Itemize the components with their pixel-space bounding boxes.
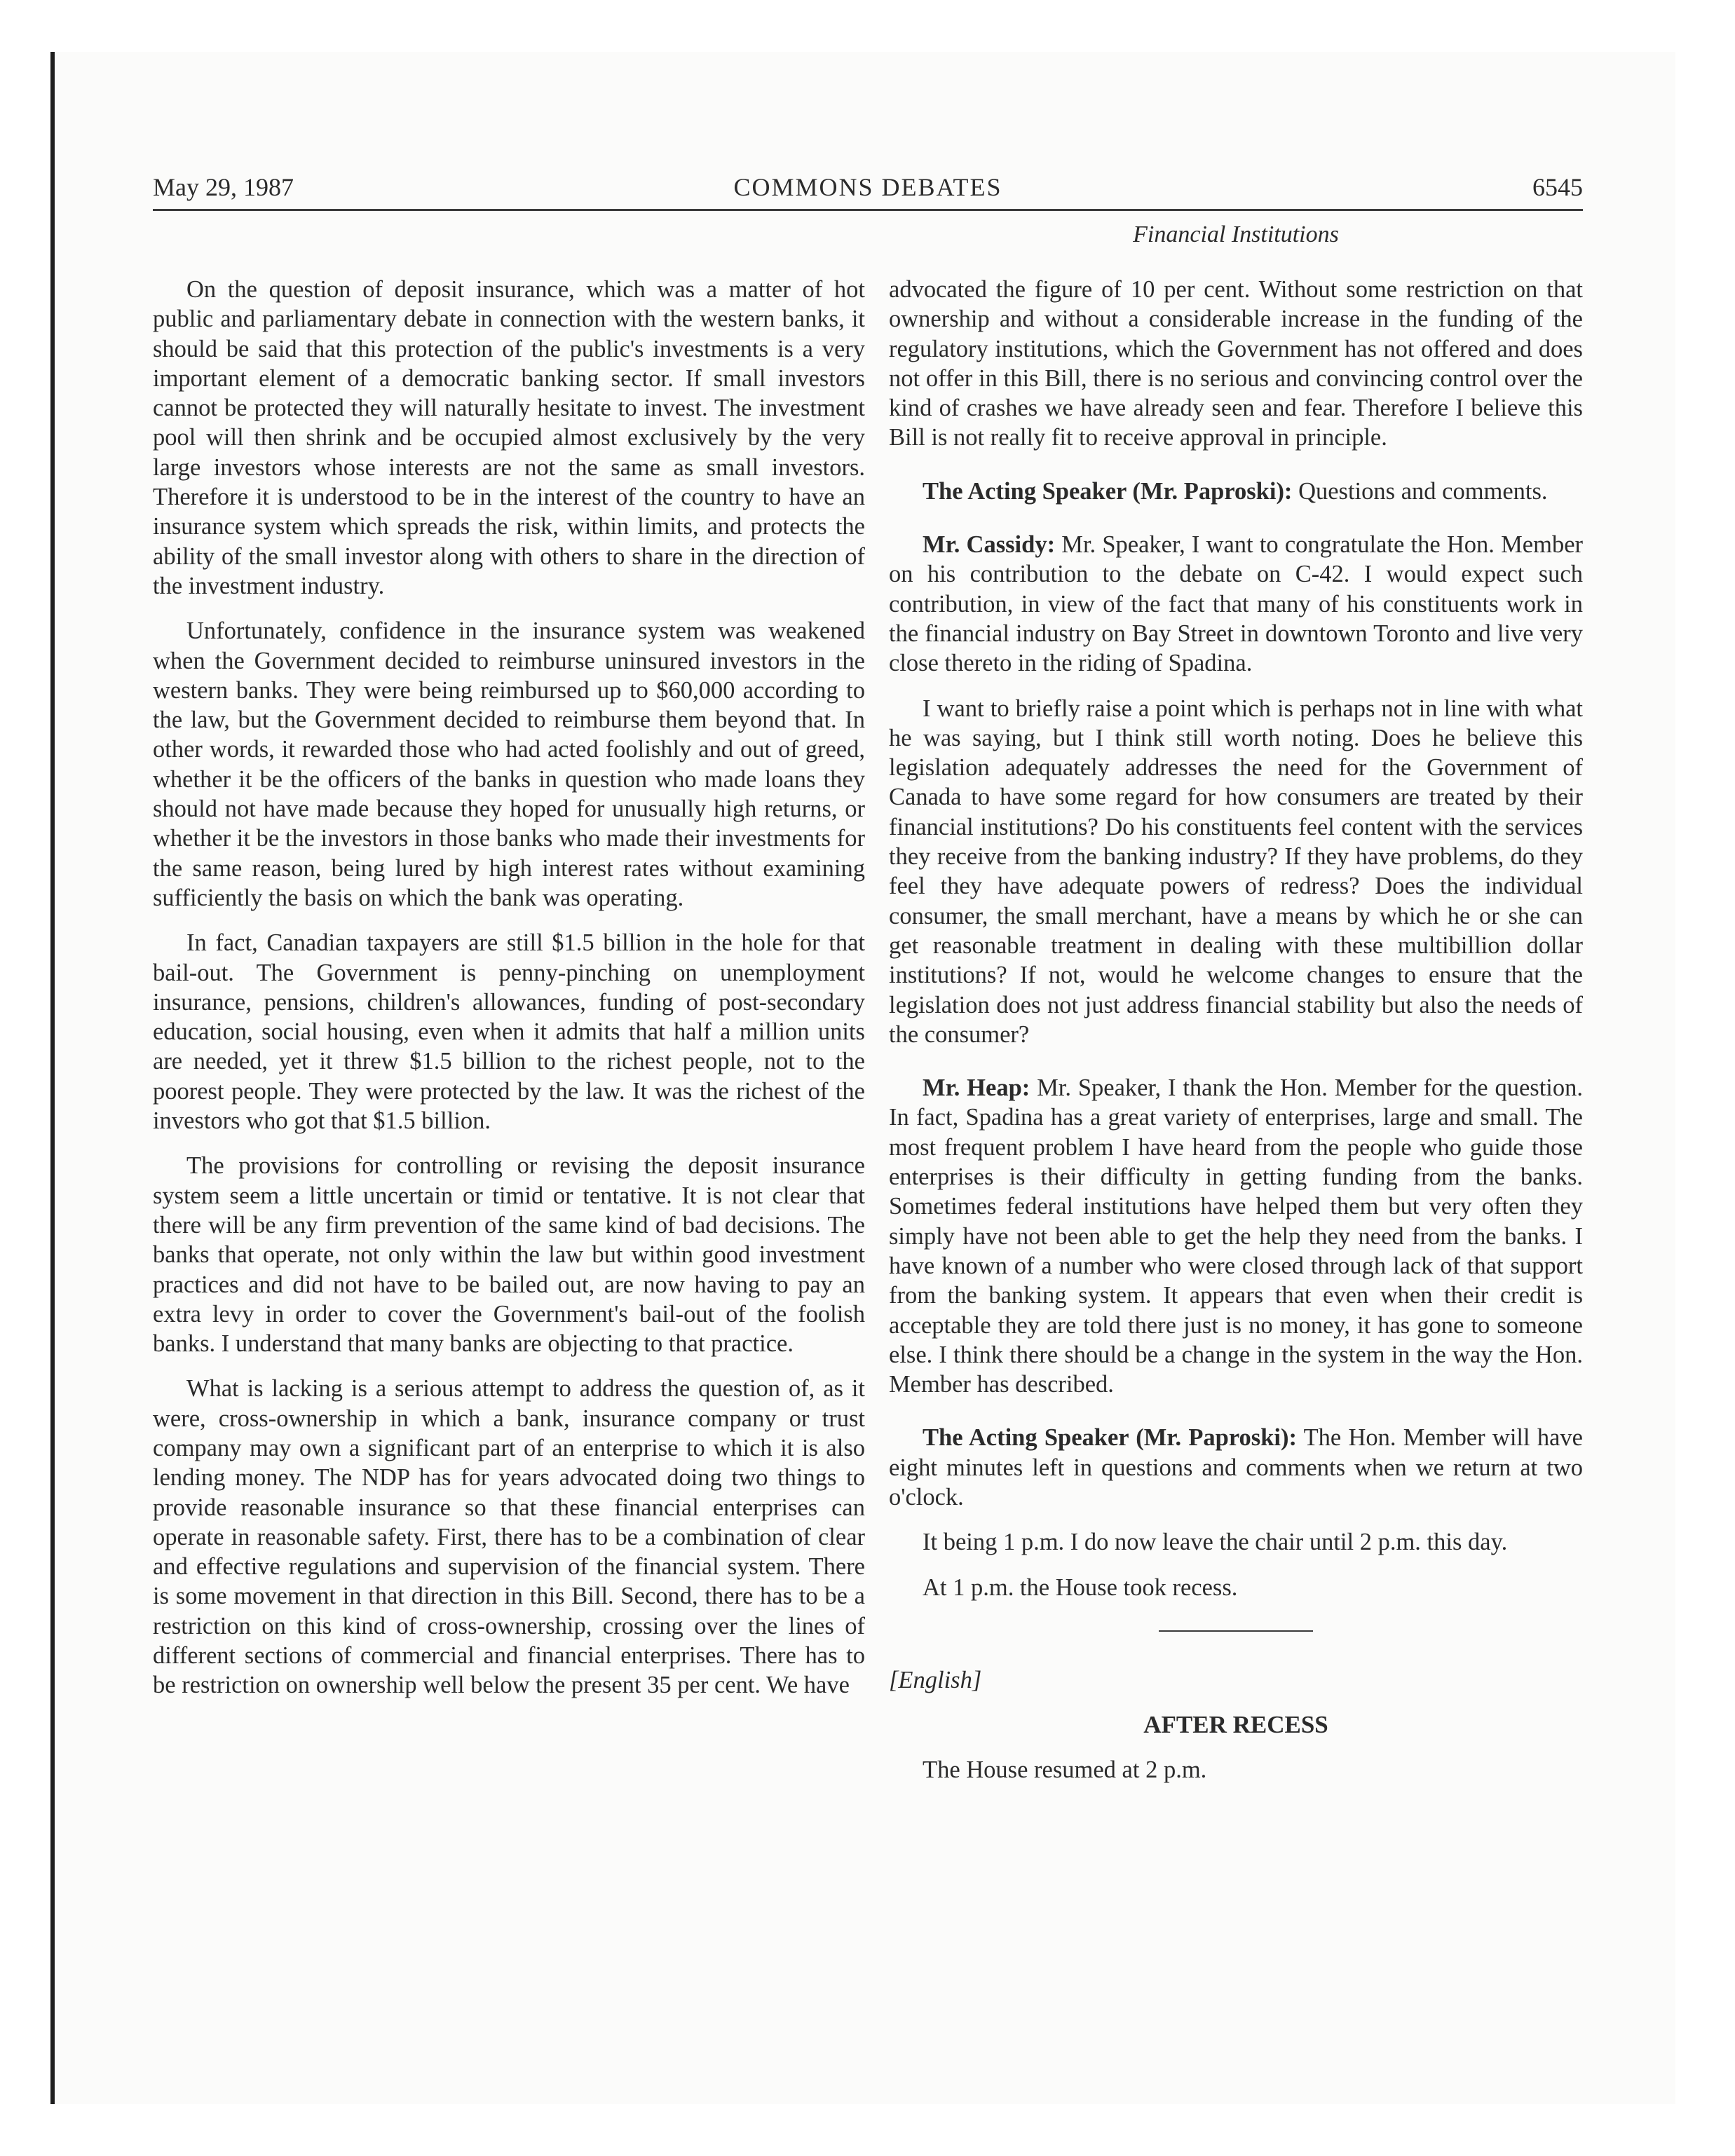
speech-cassidy-paragraph-2: I want to briefly raise a point which is perhaps not in line with what he was saying, but I think still worth noting. Does he believe this legislation adequately addresses the need for the Government of Canada to have some regard for how consumers are treated by their financial institutions? Do his constituents feel content with the services they receive from the banking industry? If they have problems, do they feel they have adequate powers of redress? Does the individual consumer, the small merchant, have a means by which he or she can get reasonable treatment in dealing with these multibillion dollar institutions? If not, would he welcome changes to ensure that the legislation does not just address financial stability but also the needs of the consumer? [889, 695, 1583, 1048]
speech-text: Mr. Speaker, I want to congratulate the Hon. Member on his contribution to the debate on C-42. I would expect such contribution, in view of the fact that many of his constituents work in the financial industry on Bay Street in downtown Toronto and live very close thereto in the riding of Spadina. [889, 531, 1583, 677]
speech-text: Mr. Speaker, I thank the Hon. Member for the question. In fact, Spadina has a great variety of enterprises, large and small. The most frequent problem I have heard from the people who guide those enterprises is their difficulty in getting funding from the banks. Sometimes federal institutions have helped them but very often they simply have not been able to get the help they need from the banks. I have known of a number who were closed through lack of that support from the banking system. It appears that even when their credit is acceptable they are told there just is no money, it has gone to someone else. I think there should be a change in the system in the way the Hon. Member has described. [889, 1074, 1583, 1398]
recess-note: At 1 p.m. the House took recess. [923, 1574, 1238, 1601]
after-recess-heading: AFTER RECESS [1143, 1711, 1328, 1739]
chair-note: It being 1 p.m. I do now leave the chair until 2 p.m. this day. [923, 1529, 1508, 1556]
speaker-name: The Acting Speaker (Mr. Paproski): [923, 477, 1293, 505]
left-paragraph-4: The provisions for controlling or revising the deposit insurance system seem a little uncertain or timid or tentative. It is not clear that there will be any firm prevention of the same kind of bad decisions. The banks that operate, not only within the law but within good investment practices and did not have to be bailed out, are now having to pay an extra levy in order to cover the Government's bail-out of the foolish banks. I understand that many banks are objecting to that practice. [153, 1152, 865, 1358]
resumed-note: The House resumed at 2 p.m. [923, 1756, 1207, 1784]
left-column [153, 275, 865, 1716]
speaker-name: Mr. Cassidy: [923, 531, 1056, 559]
page-header [153, 170, 1583, 211]
section-heading: Financial Institutions [1133, 221, 1339, 247]
left-paragraph-1: On the question of deposit insurance, which was a matter of hot public and parliamentary debate in connection with the western banks, it should be said that this protection of the public's investments is a very important element of a democratic banking sector. If small investors cannot be protected they will naturally hesitate to invest. The investment pool will then shrink and be occupied almost exclusively by the very large investors whose interests are not the same as small investors. Therefore it is understood to be in the interest of the country to have an insurance system which spreads the risk, within limits, and protects the ability of the small investor along with others to share in the direction of the investment industry. [153, 276, 865, 599]
speech-cassidy [889, 530, 1583, 678]
speaker-name: The Acting Speaker (Mr. Paproski): [923, 1424, 1297, 1452]
header-title: COMMONS DEBATES [733, 173, 1002, 201]
speech-text: The Hon. Member will have eight minutes left in questions and comments when we return at two o'clock. [889, 1424, 1583, 1510]
speech-acting-speaker-2 [889, 1423, 1583, 1512]
section-divider [1159, 1630, 1313, 1632]
left-paragraph-2: Unfortunately, confidence in the insurance system was weakened when the Government decided to reimburse uninsured investors in the western banks. They were being reimbursed up to $60,000 according to the law, but the Government decided to reimburse them beyond that. In other words, it rewarded those who had acted foolishly and out of greed, whether it be the officers of the banks in question who made loans they should not have made because they hoped for unusually high returns, or whether it be the investors in those banks who made their investments for the same reason, being lured by high interest rates without examining sufficiently the basis on which the bank was operating. [153, 618, 865, 911]
speech-acting-speaker-1 [889, 477, 1583, 506]
right-continuation-paragraph: advocated the figure of 10 per cent. Without some restriction on that ownership and without a considerable increase in the funding of the regulatory institutions, which the Government has not offered and does not offer in this Bill, there is no serious and convincing control over the kind of crashes we have already seen and fear. Therefore I believe this Bill is not really fit to receive approval in principle. [889, 276, 1583, 451]
header-page-number: 6545 [1532, 173, 1583, 201]
header-date: May 29, 1987 [153, 173, 294, 201]
speech-heap [889, 1073, 1583, 1399]
speech-text: Questions and comments. [1298, 477, 1548, 505]
scan-edge [50, 52, 55, 2104]
speaker-name: Mr. Heap: [923, 1074, 1030, 1102]
left-paragraph-3: In fact, Canadian taxpayers are still $1.5 billion in the hole for that bail-out. The Government is penny-pinching on unemployment insurance, pensions, children's allowances, funding of post-secondary education, social housing, even when it admits that half a million units are needed, yet it threw $1.5 billion to the richest people, not to the poorest people. They were protected by the law. It was the richest of the investors who got that $1.5 billion. [153, 929, 865, 1135]
right-column [889, 275, 1583, 1801]
left-paragraph-5: What is lacking is a serious attempt to address the question of, as it were, cross-ownership in which a bank, insurance company or trust company may own a significant part of an enterprise to which it is also lending money. The NDP has for years advocated doing two things to provide reasonable insurance so that these financial enterprises can operate in reasonable safety. First, there has to be a combination of clear and effective regulations and supervision of the financial system. There is some movement in that direction in this Bill. Second, there has to be a restriction on this kind of cross-ownership, crossing over the lines of different sections of commercial and financial enterprises. There has to be restriction on ownership well below the present 35 per cent. We have [153, 1375, 865, 1699]
language-tag: [English] [889, 1666, 982, 1693]
